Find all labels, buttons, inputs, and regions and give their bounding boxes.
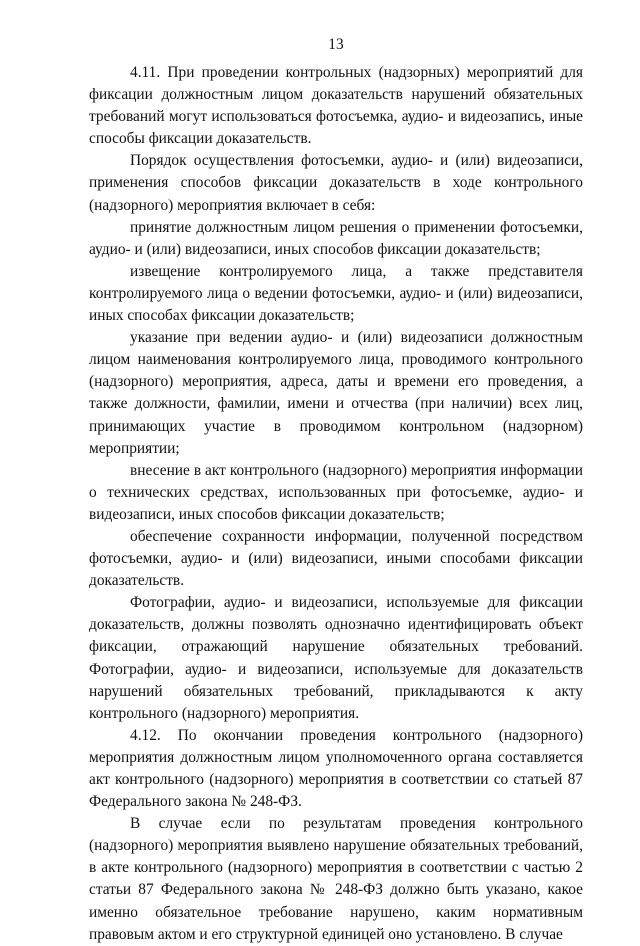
document-page <box>89 34 583 946</box>
paragraph-decision: принятие должностным лицом решения о применении фотосъемки, аудио- и (или) видеозаписи, иных способов фиксации доказательств; <box>89 218 583 258</box>
paragraph-violation-case: В случае если по результатам проведения контрольного (надзорного) мероприятия выявлено нарушение обязательных требований, в акте контрольного (надзорного) мероприятия в соответствии с частью 2 статьи 87 Федерального закона № 248-ФЗ должно быть указано, какое именно обязательное требование нарушено, каким нормативным правовым актом и его структурной единицей оно установлено. В случае <box>89 815 583 943</box>
paragraph-recording-procedure: Порядок осуществления фотосъемки, аудио- и (или) видеозаписи, применения способов фиксации доказательств в ходе контрольного (надзорного) мероприятия включает в себя: <box>89 152 583 214</box>
paragraph-announcement: указание при ведении аудио- и (или) видеозаписи должностным лицом наименования контролируемого лица, проводимого контрольного (надзорного) мероприятия, адреса, даты и времени его проведения, а также должности, фамилии, имени и отчества (при наличии) всех лиц, принимающих участие в проводимом контрольном (надзорном) мероприятии; <box>89 329 583 457</box>
paragraph-4-11: 4.11. При проведении контрольных (надзорных) мероприятий для фиксации должностным лицом доказательств нарушений обязательных требований могут использоваться фотосъемка, аудио- и видеозапись, иные способы фиксации доказательств. <box>89 64 583 148</box>
paragraph-safekeeping: обеспечение сохранности информации, полученной посредством фотосъемки, аудио- и (или) видеозаписи, иными способами фиксации доказательств. <box>89 527 583 590</box>
page-number: 13 <box>328 36 344 53</box>
paragraph-photographs: Фотографии, аудио- и видеозаписи, используемые для фиксации доказательств, должны позволять однозначно идентифицировать объект фиксации, отражающий нарушение обязательных требований. Фотографии, аудио- и видеозаписи, используемые для доказательств нарушений обязательных требований, прикладываются к акту контрольного (надзорного) мероприятия. <box>89 594 583 722</box>
paragraph-4-12: 4.12. По окончании проведения контрольного (надзорного) мероприятия должностным лицом уполномоченного органа составляется акт контрольного (надзорного) мероприятия в соответствии со статьей 87 Федерального закона № 248-ФЗ. <box>89 726 583 811</box>
paragraph-act-entry: внесение в акт контрольного (надзорного) мероприятия информации о технических средствах, использованных при фотосъемке, аудио- и видеозаписи, иных способов фиксации доказательств; <box>89 461 583 523</box>
paragraph-notification: извещение контролируемого лица, а также представителя контролируемого лица о ведении фотосъемки, аудио- и (или) видеозаписи, иных способах фиксации доказательств; <box>89 262 583 325</box>
